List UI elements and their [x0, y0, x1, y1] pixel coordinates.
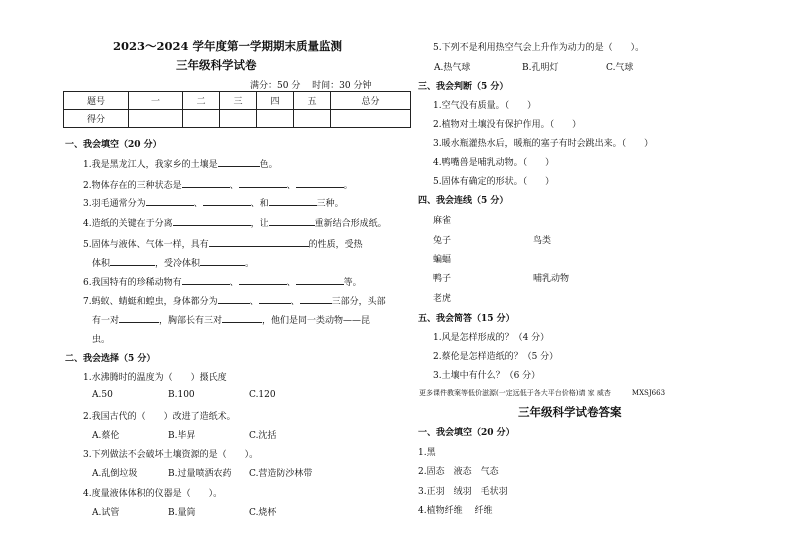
question-text: ，受冷体积	[155, 259, 201, 269]
choice-option[interactable]: A.试管	[92, 508, 120, 518]
choice-option[interactable]: A.热气球	[434, 63, 471, 73]
question-text: 7.蚂蚁、蜻蜓和蝗虫，身体都分为	[83, 297, 218, 307]
answer-blank[interactable]	[296, 275, 344, 285]
answer-blank[interactable]	[182, 275, 230, 285]
match-left-item[interactable]: 鸭子	[433, 274, 452, 284]
judge-item: 5.固体有确定的形状。（ ）	[433, 177, 555, 187]
choice-question-3: 3.下列做法不会破坏土壤资源的是（ ）。	[83, 450, 259, 460]
question-text: 、	[290, 297, 300, 307]
score-table	[63, 91, 411, 128]
match-left-item[interactable]: 老虎	[433, 294, 452, 304]
fill-question-5-line-1	[83, 237, 363, 250]
question-text: 6.我国特有的珍稀动物有	[83, 278, 182, 288]
question-text: 、	[229, 278, 239, 288]
fill-question-6	[83, 275, 362, 288]
question-text: 、和	[250, 199, 269, 209]
answer-blank[interactable]	[259, 294, 291, 304]
answers-section-1-title: 一、我会填空（20 分）	[418, 428, 515, 438]
answer-blank[interactable]	[239, 178, 287, 188]
ad-text: 更多课件教案等低价滋源(一定远低于各大平台价格)请 家 威杏 MXSJ663	[419, 389, 666, 397]
score-header-cell: 三	[220, 92, 257, 110]
match-right-item[interactable]: 鸟类	[533, 236, 552, 246]
judge-item: 3.暖水瓶灌热水后，暖瓶的塞子有时会跳出来。（ ）	[433, 139, 654, 149]
score-header-cell: 一	[129, 92, 183, 110]
answer-item: 3.正羽 绒羽 毛状羽	[418, 487, 508, 497]
score-header-cell: 二	[183, 92, 220, 110]
answer-blank[interactable]	[146, 196, 194, 206]
answer-blank[interactable]	[239, 275, 287, 285]
answer-blank[interactable]	[110, 256, 155, 266]
answers-title: 三年级科学试卷答案	[518, 405, 622, 419]
question-text: 。	[343, 181, 353, 191]
choice-option[interactable]: A.乱倒垃圾	[92, 469, 138, 479]
question-text: 、	[286, 181, 296, 191]
choice-option[interactable]: A.50	[92, 390, 113, 400]
short-answer-item: 1.风是怎样形成的？（4 分）	[433, 333, 550, 343]
answer-blank[interactable]	[173, 216, 251, 226]
answer-blank[interactable]	[203, 196, 251, 206]
question-text: 、	[286, 278, 296, 288]
judge-item: 1.空气没有质量。（ ）	[433, 101, 537, 111]
question-text: 、	[249, 297, 259, 307]
fill-question-1	[83, 157, 278, 170]
score-header-cell: 五	[294, 92, 331, 110]
judge-item: 2.植物对土壤没有保护作用。（ ）	[433, 120, 582, 130]
choice-option[interactable]: B.孔明灯	[522, 63, 559, 73]
judge-item: 4.鸭嘴兽是哺乳动物。（ ）	[433, 158, 555, 168]
section-2-title: 二、我会选择（5 分）	[65, 354, 156, 364]
choice-option[interactable]: C.营造防沙林带	[249, 469, 313, 479]
fill-question-3	[83, 196, 344, 209]
fill-question-4	[83, 216, 387, 229]
question-text: ，他们是同一类动物——昆	[262, 316, 371, 326]
exam-title: 2023～2024 学年度第一学期期末质量监测	[113, 39, 343, 53]
section-3-title: 三、我会判断（5 分）	[418, 82, 509, 92]
match-right-item[interactable]: 哺乳动物	[533, 274, 570, 284]
score-table-header-row	[64, 92, 411, 110]
score-header-cell: 题号	[64, 92, 129, 110]
answer-item: 2.固态 液态 气态	[418, 467, 499, 477]
answer-blank[interactable]	[218, 157, 260, 167]
score-header-cell: 总分	[331, 92, 411, 110]
question-text: 。	[245, 259, 255, 269]
question-text: 1.我是黑龙江人，我家乡的土壤是	[83, 160, 218, 170]
question-text: 、	[229, 181, 239, 191]
question-text: 重新结合形成纸。	[314, 219, 387, 229]
answer-blank[interactable]	[300, 294, 332, 304]
answer-blank[interactable]	[269, 196, 317, 206]
choice-question-4: 4.度量液体体积的仪器是（ ）。	[83, 489, 223, 499]
match-left-item[interactable]: 蝙蝠	[433, 255, 452, 265]
answer-blank[interactable]	[119, 313, 159, 323]
choice-option[interactable]: A.蔡伦	[92, 431, 120, 441]
question-text: 5.固体与液体、气体一样，具有	[83, 240, 209, 250]
score-cell[interactable]	[129, 110, 183, 128]
score-cell[interactable]	[257, 110, 294, 128]
fill-question-2	[83, 178, 353, 191]
score-row-label: 得分	[64, 110, 129, 128]
match-left-item[interactable]: 麻雀	[433, 216, 452, 226]
exam-meta: 满分：50 分 时间：30 分钟	[250, 81, 372, 91]
score-cell[interactable]	[294, 110, 331, 128]
answer-blank[interactable]	[296, 178, 344, 188]
choice-option[interactable]: B.100	[168, 390, 195, 400]
question-text: 三种。	[316, 199, 344, 209]
question-text: 体积	[92, 259, 111, 269]
choice-option[interactable]: B.量筒	[168, 508, 196, 518]
question-text: ，胸部长有三对	[159, 316, 223, 326]
answer-blank[interactable]	[209, 237, 309, 247]
question-text: 色。	[259, 160, 278, 170]
question-text: 三部分，头部	[331, 297, 386, 307]
exam-subtitle: 三年级科学试卷	[176, 58, 257, 72]
question-text: 3.羽毛通常分为	[83, 199, 146, 209]
question-text: 、	[193, 199, 203, 209]
question-text: ，让	[250, 219, 269, 229]
choice-option[interactable]: C.120	[249, 390, 276, 400]
answer-blank[interactable]	[218, 294, 250, 304]
section-1-title: 一、我会填空（20 分）	[65, 140, 162, 150]
answer-item: 1.黑	[418, 448, 436, 458]
section-4-title: 四、我会连线（5 分）	[418, 196, 509, 206]
fill-question-5-line-2	[92, 256, 254, 269]
question-text: 有一对	[92, 316, 120, 326]
fill-question-7-line-2	[92, 313, 370, 326]
short-answer-item: 3.土壤中有什么？（6 分）	[433, 371, 541, 381]
score-cell[interactable]	[331, 110, 411, 128]
question-text: 的性质，受热	[308, 240, 363, 250]
choice-option[interactable]: B.毕昇	[168, 431, 196, 441]
section-5-title: 五、我会简答（15 分）	[418, 314, 515, 324]
choice-question-1: 1.水沸腾时的温度为（ ）摄氏度	[83, 373, 227, 383]
choice-option[interactable]: B.过量喷洒农药	[168, 469, 232, 479]
score-cell[interactable]	[220, 110, 257, 128]
score-cell[interactable]	[183, 110, 220, 128]
choice-option[interactable]: C.气球	[606, 63, 634, 73]
answer-blank[interactable]	[222, 313, 262, 323]
answer-blank[interactable]	[269, 216, 315, 226]
choice-option[interactable]: C.烧杯	[249, 508, 277, 518]
match-left-item[interactable]: 兔子	[433, 236, 452, 246]
answer-blank[interactable]	[200, 256, 245, 266]
fill-question-7-line-3: 虫。	[92, 335, 111, 345]
choice-option[interactable]: C.沈括	[249, 431, 277, 441]
answer-blank[interactable]	[182, 178, 230, 188]
question-text: 等。	[343, 278, 362, 288]
answer-item: 4.植物纤维 纤维	[418, 506, 493, 516]
score-header-cell: 四	[257, 92, 294, 110]
choice-question-5: 5.下列不是利用热空气会上升作为动力的是（ ）。	[433, 43, 645, 53]
question-text: 4.造纸的关键在于分离	[83, 219, 173, 229]
score-table-score-row	[64, 110, 411, 128]
fill-question-7-line-1	[83, 294, 386, 307]
short-answer-item: 2.蔡伦是怎样造纸的？（5 分）	[433, 352, 559, 362]
question-text: 2.物体存在的三种状态是	[83, 181, 182, 191]
choice-question-2: 2.我国古代的（ ）改进了造纸术。	[83, 412, 236, 422]
